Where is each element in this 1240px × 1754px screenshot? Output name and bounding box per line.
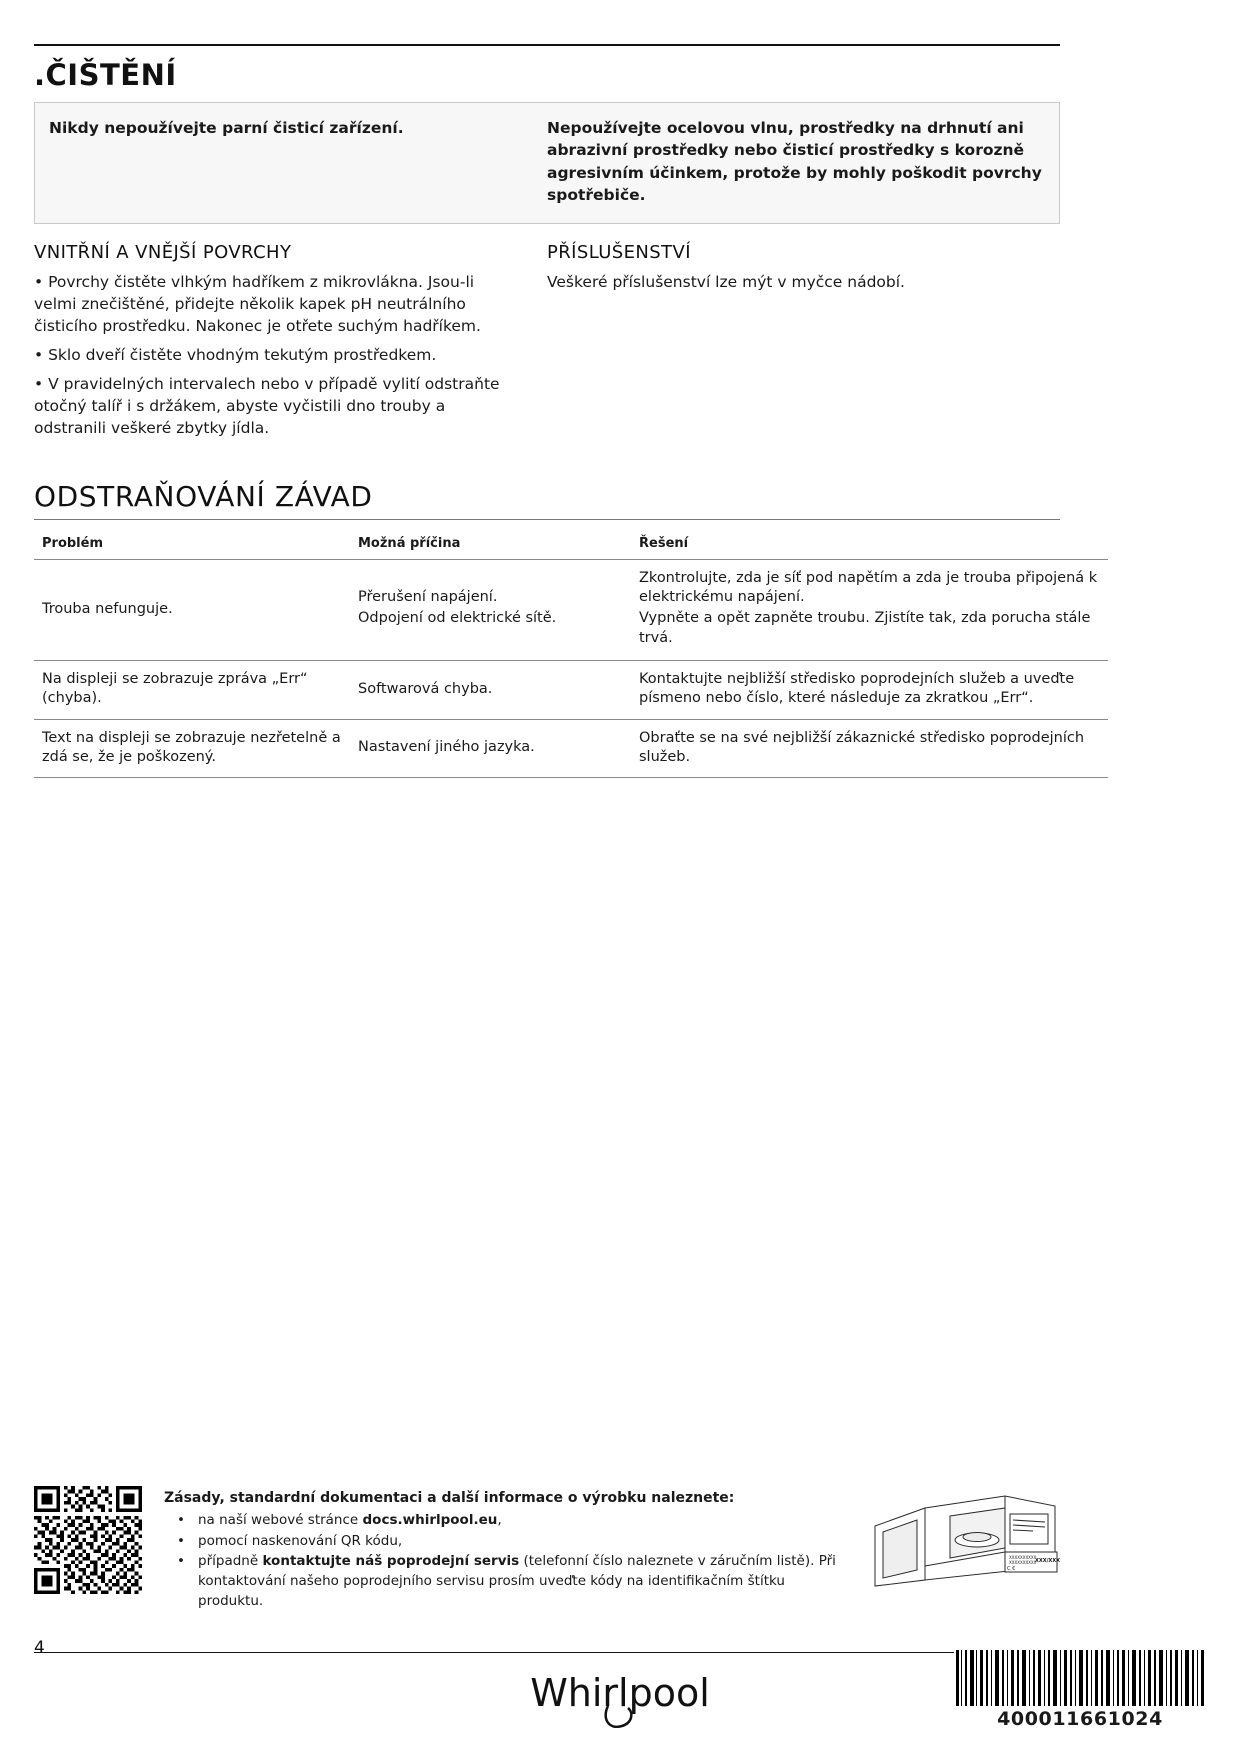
barcode-number: 400011661024 xyxy=(997,1708,1163,1730)
column-header-problem: Problém xyxy=(34,530,350,560)
cell-problem: Na displeji se zobrazuje zpráva „Err“ (chyba). xyxy=(34,661,350,720)
troubleshooting-title: ODSTRAŇOVÁNÍ ZÁVAD xyxy=(34,479,373,513)
bullet-1-pre: na naší webové stránce xyxy=(198,1512,363,1529)
bullet-1-post: , xyxy=(497,1512,502,1529)
surfaces-paragraph-3: • V pravidelných intervalech nebo v případě vylití odstraňte otočný talíř i s držákem, abyste vyčistili dno trouby a odstranili veškeré zbytky jídla. xyxy=(34,374,500,437)
page-number: 4 xyxy=(34,1638,45,1658)
column-header-solution: Řešení xyxy=(631,530,1108,560)
list-item xyxy=(164,1532,845,1552)
svg-text:XXXXXXXXXX: XXXXXXXXXX xyxy=(1009,1555,1037,1560)
footer-bullet-3 xyxy=(198,1552,845,1611)
footer-text-block xyxy=(164,1486,845,1612)
barcode-icon xyxy=(954,1650,1206,1706)
cell-solution xyxy=(631,559,1108,660)
bullet-1-link[interactable]: docs.whirlpool.eu xyxy=(362,1512,498,1529)
footer-bullet-2: pomocí naskenování QR kódu, xyxy=(198,1532,403,1549)
table-row xyxy=(34,661,1108,720)
bullet-3-pre: případně xyxy=(198,1553,263,1570)
top-divider xyxy=(34,44,1060,46)
microwave-illustration xyxy=(855,1486,1060,1594)
bullet-3-post: (telefonní číslo naleznete v záručním listě). xyxy=(519,1553,815,1570)
bullet-3-bold: kontaktujte náš poprodejní servis xyxy=(262,1553,520,1570)
solution-line-1: Zkontrolujte, zda je síť pod napětím a zda je trouba připojená k elektrickému napájení. xyxy=(639,569,1098,606)
accessories-heading: PŘÍSLUŠENSTVÍ xyxy=(547,241,691,263)
troubleshooting-table xyxy=(34,530,1108,778)
page-title: .ČIŠTĚNÍ xyxy=(34,58,177,92)
footer-divider xyxy=(34,1652,1060,1653)
accessories-column xyxy=(547,242,1060,446)
accessories-text: Veškeré příslušenství lze mýt v myčce nádobí. xyxy=(547,272,905,291)
footer-info-block xyxy=(34,1486,1060,1612)
page-footer-bar xyxy=(0,1638,1240,1754)
table-row xyxy=(34,719,1108,778)
footer-bullet-list xyxy=(164,1511,845,1611)
cause-line-1: Přerušení napájení. xyxy=(358,589,498,606)
list-item xyxy=(164,1511,845,1531)
warning-panel xyxy=(34,102,1060,224)
bullet-3-line2: Při kontaktování našeho poprodejního servisu prosím uveďte kódy na identifikačním štítku produktu. xyxy=(198,1553,836,1609)
surfaces-heading: VNITŘNÍ A VNĚJŠÍ POVRCHY xyxy=(34,241,292,263)
whirlpool-logo-icon xyxy=(450,1666,790,1736)
svg-text:Whirlpool: Whirlpool xyxy=(530,1671,710,1715)
barcode-block xyxy=(954,1650,1206,1730)
surfaces-paragraph-1: • Povrchy čistěte vlhkým hadříkem z mikrovlákna. Jsou-li velmi znečištěné, přidejte několik kapek pH neutrálního čisticího prostředku. Nakonec je otřete suchým hadříkem. xyxy=(34,272,481,335)
cause-line-2: Odpojení od elektrické sítě. xyxy=(358,610,557,627)
column-header-cause: Možná příčina xyxy=(350,530,631,560)
table-header-row xyxy=(34,530,1108,560)
cell-problem: Trouba nefunguje. xyxy=(34,559,350,660)
cell-cause: Nastavení jiného jazyka. xyxy=(350,719,631,778)
cell-problem: Text na displeji se zobrazuje nezřetelně a zdá se, že je poškozený. xyxy=(34,719,350,778)
ce-mark-icon: C € xyxy=(1007,1566,1016,1572)
surfaces-column xyxy=(34,242,547,446)
solution-line-2: Vypněte a opět zapněte troubu. Zjistíte tak, zda porucha stále trvá. xyxy=(639,610,1091,646)
microwave-oven-icon xyxy=(855,1490,1060,1590)
list-item xyxy=(164,1552,845,1611)
bullet-icon: • xyxy=(177,1512,185,1529)
troubleshooting-divider xyxy=(34,519,1060,520)
cell-cause xyxy=(350,559,631,660)
bullet-icon: • xyxy=(177,1553,185,1570)
page-content xyxy=(34,44,1098,778)
cell-solution: Kontaktujte nejbližší středisko poprodejních služeb a uveďte písmeno nebo číslo, které následuje za zkratkou „Err“. xyxy=(631,661,1108,720)
warning-left-text: Nikdy nepoužívejte parní čisticí zařízení. xyxy=(49,119,404,137)
cell-cause: Softwarová chyba. xyxy=(350,661,631,720)
rating-label: XXX/XXX xyxy=(1035,1558,1060,1564)
footer-heading: Zásady, standardní dokumentaci a další informace o výrobku naleznete: xyxy=(164,1490,735,1506)
surfaces-paragraph-2: • Sklo dveří čistěte vhodným tekutým prostředkem. xyxy=(34,345,437,364)
table-row xyxy=(34,559,1108,660)
svg-text:XXXXXXXXXX: XXXXXXXXXX xyxy=(1009,1560,1037,1565)
footer-bullet-1 xyxy=(198,1511,845,1531)
qr-code-icon xyxy=(34,1486,142,1594)
bullet-icon: • xyxy=(177,1532,185,1549)
cleaning-columns xyxy=(34,242,1060,446)
warning-right-text: Nepoužívejte ocelovou vlnu, prostředky na drhnutí ani abrazivní prostředky nebo čisticí prostředky s korozně agresivním účinkem, protože by mohly poškodit povrchy spotřebiče. xyxy=(547,119,1042,205)
cell-solution: Obraťte se na své nejbližší zákaznické středisko poprodejních služeb. xyxy=(631,719,1108,778)
